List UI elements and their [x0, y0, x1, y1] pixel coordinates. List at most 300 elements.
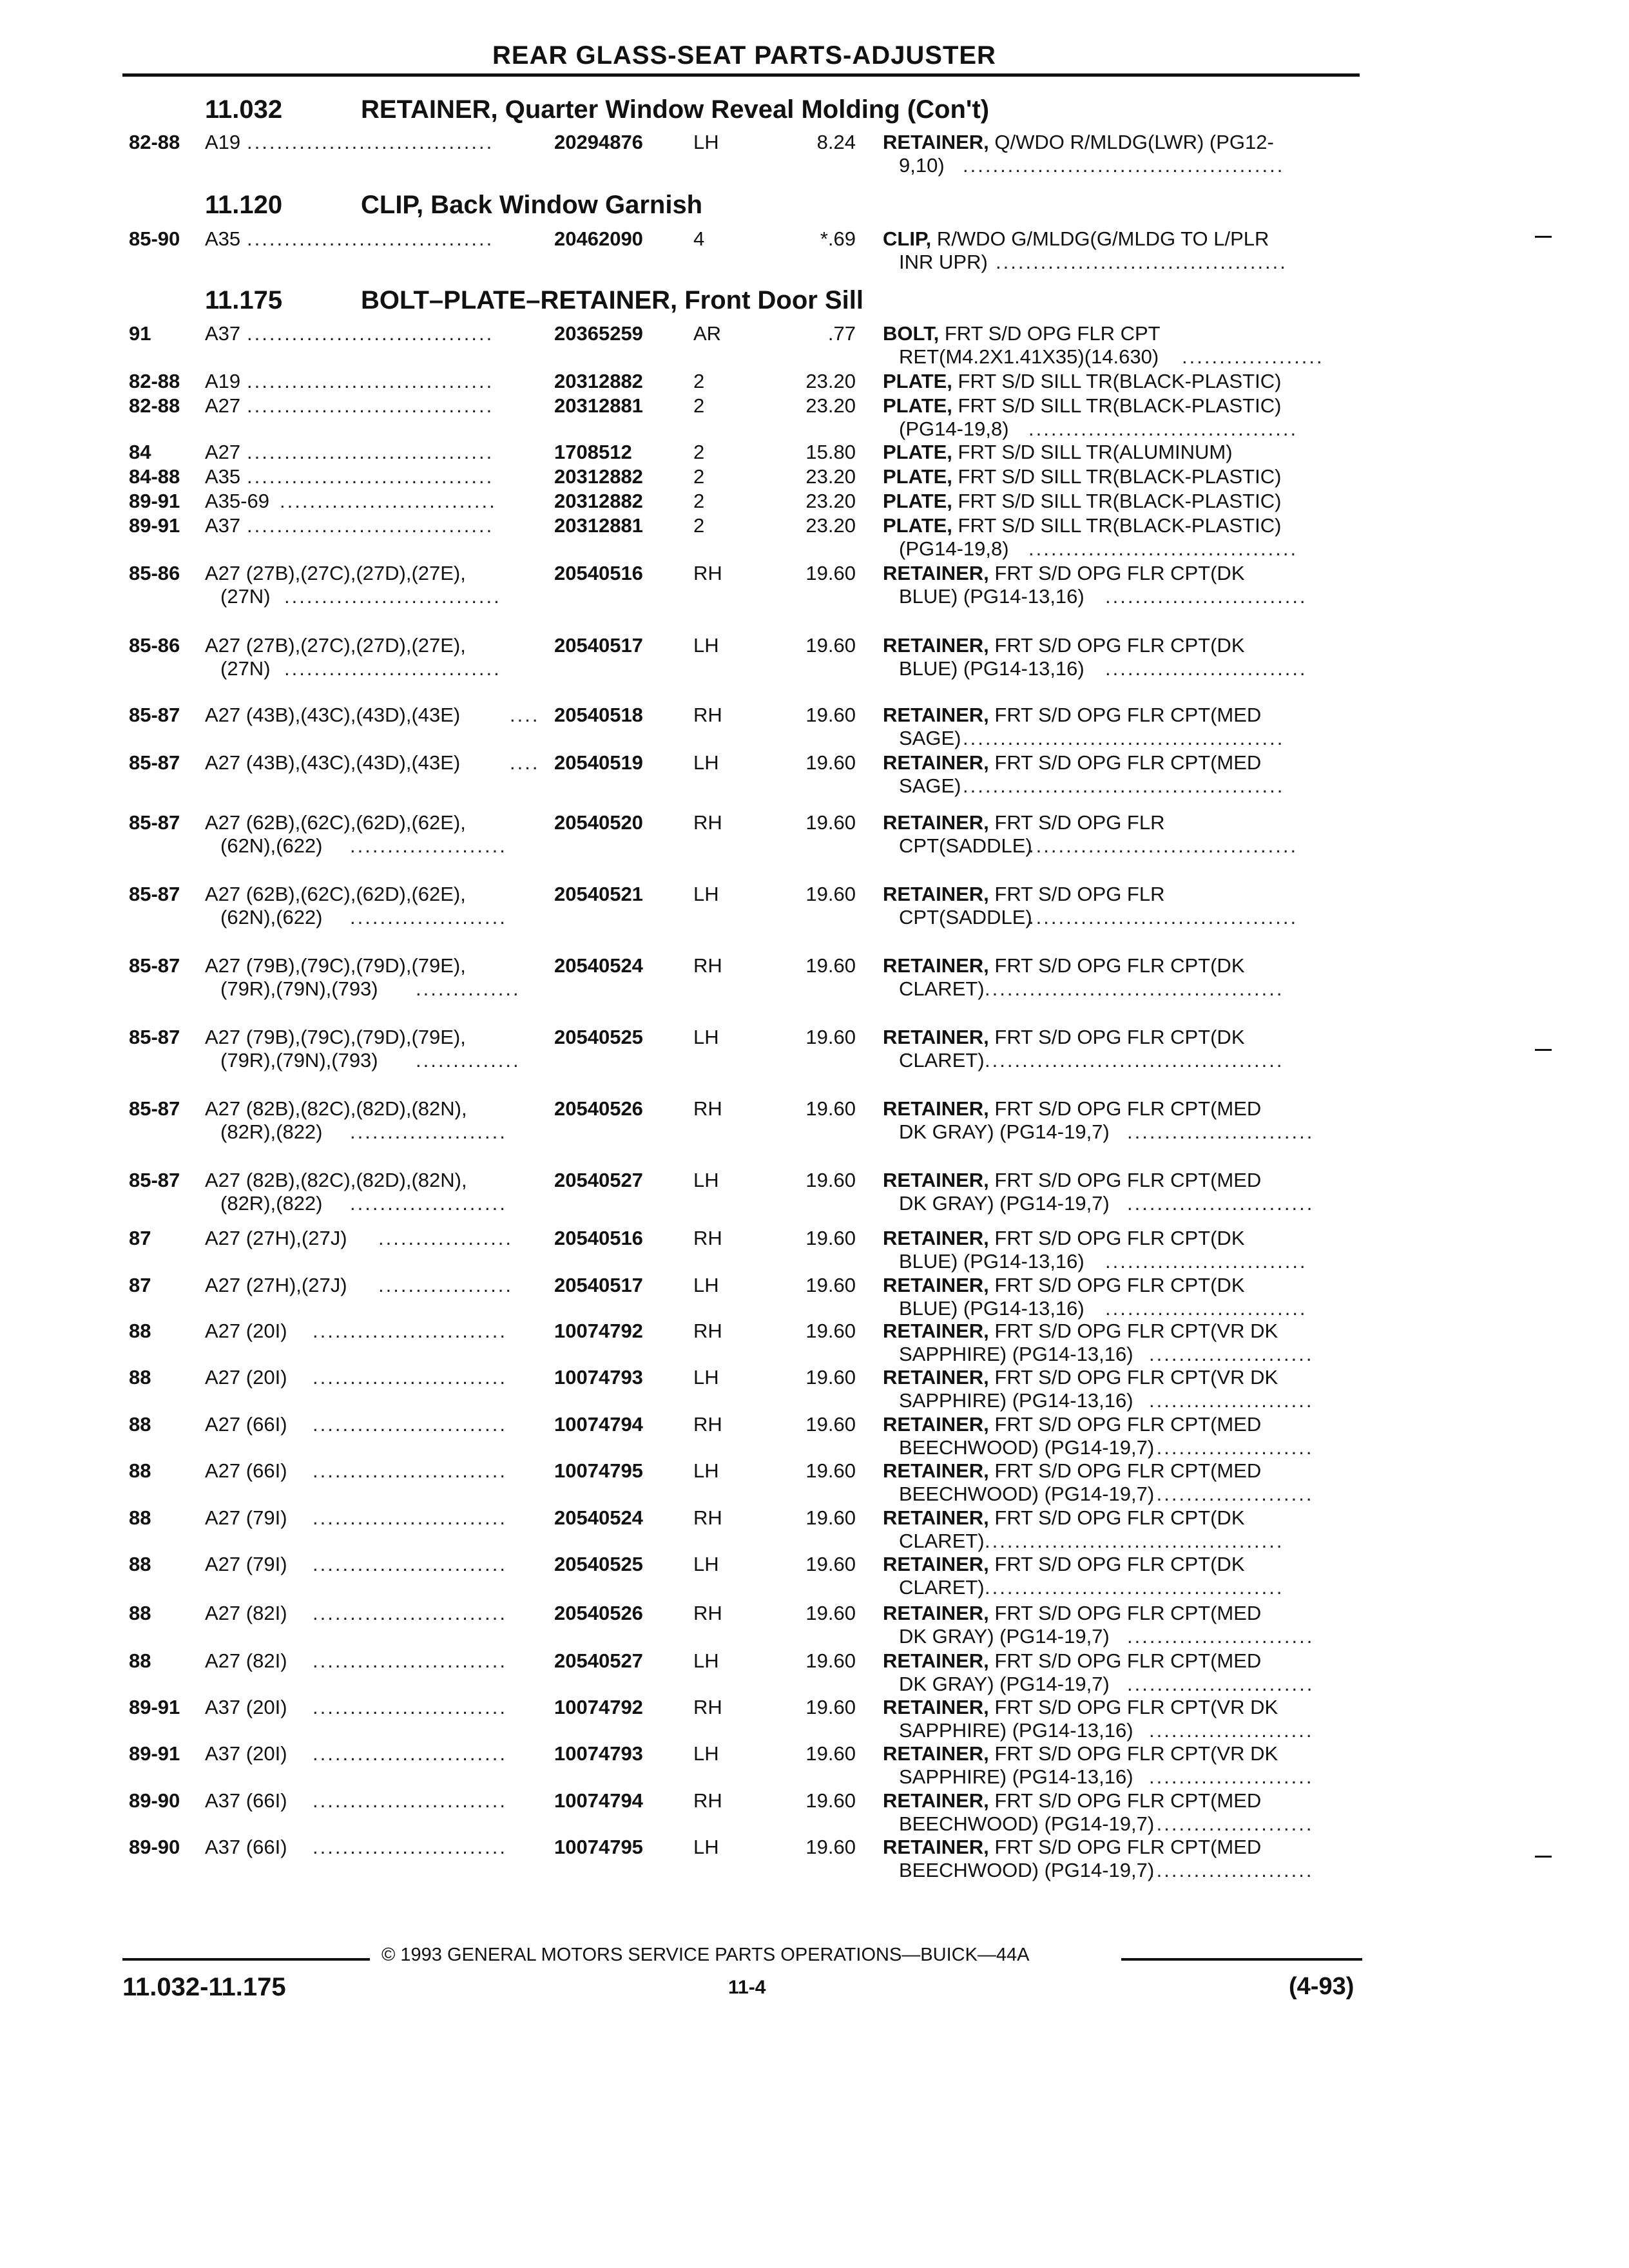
- leader-dots: ........................................: [985, 1576, 1284, 1599]
- model-code-continued: (82R),(822): [220, 1192, 323, 1215]
- table-row: [0, 1169, 1629, 1220]
- table-row: [0, 131, 1629, 182]
- quantity: RH: [693, 1320, 722, 1342]
- model-code: A19: [205, 370, 241, 392]
- description-continued: CLARET): [899, 1530, 985, 1552]
- model-code: A35-69: [205, 490, 269, 512]
- quantity: 2: [693, 514, 705, 537]
- leader-dots: ..........................: [313, 1602, 507, 1624]
- table-row: [0, 322, 1629, 374]
- description: RETAINER, FRT S/D OPG FLR CPT(DK: [883, 634, 1245, 657]
- margin-tick: [1535, 1049, 1552, 1051]
- leader-dots: ..........................: [313, 1553, 507, 1575]
- leader-dots: .............................: [280, 490, 497, 512]
- model-code: A27 (62B),(62C),(62D),(62E),: [205, 883, 466, 905]
- description: RETAINER, Q/WDO R/MLDG(LWR) (PG12-: [883, 131, 1274, 153]
- quantity: RH: [693, 704, 722, 726]
- quantity: RH: [693, 1696, 722, 1718]
- model-code: A27 (79I): [205, 1553, 287, 1575]
- description-continued: CPT(SADDLE): [899, 834, 1032, 857]
- group-heading: [205, 95, 989, 124]
- description-keyword: RETAINER,: [883, 1553, 989, 1575]
- year-range: 89-91: [129, 1742, 180, 1765]
- description-continued: DK GRAY) (PG14-19,7): [899, 1120, 1110, 1143]
- price: 19.60: [805, 883, 856, 905]
- model-code: A37 (20I): [205, 1742, 287, 1765]
- description-continued: DK GRAY) (PG14-19,7): [899, 1192, 1110, 1215]
- part-number: 10074795: [554, 1836, 643, 1858]
- quantity: RH: [693, 1413, 722, 1436]
- part-number: 20540517: [554, 634, 643, 657]
- table-row: [0, 1742, 1629, 1794]
- description-keyword: RETAINER,: [883, 1169, 989, 1191]
- leader-dots: ...........................: [1105, 657, 1307, 680]
- quantity: 2: [693, 370, 705, 392]
- description-keyword: RETAINER,: [883, 751, 989, 774]
- leader-dots: .............................: [284, 657, 501, 680]
- description-continued: (PG14-19,8): [899, 537, 1009, 560]
- description-continued: BEECHWOOD) (PG14-19,7): [899, 1436, 1155, 1459]
- description: PLATE, FRT S/D SILL TR(BLACK-PLASTIC): [883, 394, 1282, 417]
- leader-dots: .................................: [247, 227, 494, 250]
- leader-dots: .....................: [350, 1192, 507, 1215]
- description-continued: INR UPR): [899, 251, 988, 273]
- description-continued: BEECHWOOD) (PG14-19,7): [899, 1483, 1155, 1505]
- model-code: A27: [205, 394, 241, 417]
- group-title: CLIP, Back Window Garnish: [361, 191, 703, 219]
- description-keyword: RETAINER,: [883, 1649, 989, 1672]
- quantity: LH: [693, 1366, 719, 1389]
- year-range: 88: [129, 1366, 151, 1389]
- table-row: [0, 751, 1629, 803]
- description: RETAINER, FRT S/D OPG FLR CPT(MED: [883, 1169, 1262, 1191]
- group-number: 11.175: [205, 286, 283, 314]
- description: RETAINER, FRT S/D OPG FLR CPT(VR DK: [883, 1366, 1278, 1389]
- description-keyword: BOLT,: [883, 322, 940, 345]
- year-range: 91: [129, 322, 151, 345]
- part-number: 1708512: [554, 441, 632, 463]
- price: 19.60: [805, 1459, 856, 1482]
- description: RETAINER, FRT S/D OPG FLR CPT(DK: [883, 1227, 1245, 1249]
- description: PLATE, FRT S/D SILL TR(BLACK-PLASTIC): [883, 514, 1282, 537]
- description-continued: (PG14-19,8): [899, 418, 1009, 440]
- leader-dots: .........................: [1127, 1625, 1315, 1648]
- part-number: 20540516: [554, 562, 643, 584]
- leader-dots: .................................: [247, 322, 494, 345]
- table-row: [0, 227, 1629, 279]
- leader-dots: ..........................: [313, 1413, 507, 1436]
- quantity: 2: [693, 490, 705, 512]
- description-keyword: RETAINER,: [883, 883, 989, 905]
- leader-dots: ........................................: [985, 977, 1284, 1000]
- description: RETAINER, FRT S/D OPG FLR CPT(MED: [883, 1602, 1262, 1624]
- part-number: 20294876: [554, 131, 643, 153]
- table-row: [0, 954, 1629, 1006]
- model-code: A27 (27B),(27C),(27D),(27E),: [205, 562, 466, 584]
- quantity: LH: [693, 883, 719, 905]
- description-keyword: RETAINER,: [883, 131, 989, 153]
- table-row: [0, 1649, 1629, 1701]
- leader-dots: ...........................: [1105, 1297, 1307, 1320]
- price: 23.20: [805, 370, 856, 392]
- model-code: A27 (82I): [205, 1649, 287, 1672]
- description: RETAINER, FRT S/D OPG FLR CPT(MED: [883, 1836, 1262, 1858]
- year-range: 84: [129, 441, 151, 463]
- year-range: 85-87: [129, 751, 180, 774]
- model-code: A27 (82B),(82C),(82D),(82N),: [205, 1169, 467, 1191]
- model-code: A27 (43B),(43C),(43D),(43E): [205, 704, 461, 726]
- description-continued: 9,10): [899, 154, 945, 177]
- price: 19.60: [805, 1649, 856, 1672]
- margin-tick: [1535, 236, 1552, 238]
- description: RETAINER, FRT S/D OPG FLR CPT(MED: [883, 704, 1262, 726]
- model-code: A27: [205, 441, 241, 463]
- price: 23.20: [805, 514, 856, 537]
- description-keyword: RETAINER,: [883, 1097, 989, 1120]
- description-continued: RET(M4.2X1.41X35)(14.630): [899, 345, 1159, 368]
- leader-dots: .............................: [284, 585, 501, 608]
- leader-dots: .........................: [1127, 1192, 1315, 1215]
- group-number: 11.120: [205, 191, 283, 219]
- leader-dots: ......................: [1149, 1483, 1314, 1505]
- part-number: 20312882: [554, 370, 643, 392]
- part-number: 10074793: [554, 1742, 643, 1765]
- price: *.69: [820, 227, 856, 250]
- description-keyword: RETAINER,: [883, 1459, 989, 1482]
- leader-dots: .................................: [247, 514, 494, 537]
- leader-dots: .................................: [247, 441, 494, 463]
- leader-dots: ..........................: [313, 1320, 507, 1342]
- year-range: 89-90: [129, 1836, 180, 1858]
- part-number: 20312881: [554, 394, 643, 417]
- footer-rule: [1121, 1958, 1362, 1961]
- description-keyword: RETAINER,: [883, 1742, 989, 1765]
- part-number: 20462090: [554, 227, 643, 250]
- price: 19.60: [805, 1227, 856, 1249]
- table-row: [0, 811, 1629, 863]
- price: 19.60: [805, 1506, 856, 1529]
- year-range: 85-87: [129, 883, 180, 905]
- part-number: 20540516: [554, 1227, 643, 1249]
- model-code-continued: (82R),(822): [220, 1120, 323, 1143]
- year-range: 85-87: [129, 704, 180, 726]
- quantity: RH: [693, 954, 722, 977]
- description: CLIP, R/WDO G/MLDG(G/MLDG TO L/PLR: [883, 227, 1269, 250]
- price: 19.60: [805, 751, 856, 774]
- model-code: A27 (66I): [205, 1413, 287, 1436]
- description: PLATE, FRT S/D SILL TR(BLACK-PLASTIC): [883, 465, 1282, 488]
- description: RETAINER, FRT S/D OPG FLR CPT(VR DK: [883, 1696, 1278, 1718]
- leader-dots: ...........................................: [963, 154, 1285, 177]
- leader-dots: ..................: [378, 1227, 514, 1249]
- year-range: 88: [129, 1602, 151, 1624]
- price: 23.20: [805, 465, 856, 488]
- table-row: [0, 1413, 1629, 1465]
- part-number: 20540526: [554, 1097, 643, 1120]
- description: RETAINER, FRT S/D OPG FLR CPT(DK: [883, 1026, 1245, 1048]
- model-code: A37 (66I): [205, 1836, 287, 1858]
- description: BOLT, FRT S/D OPG FLR CPT: [883, 322, 1161, 345]
- model-code: A37 (66I): [205, 1789, 287, 1812]
- description-continued: DK GRAY) (PG14-19,7): [899, 1625, 1110, 1648]
- year-range: 85-86: [129, 562, 180, 584]
- leader-dots: ....: [510, 751, 540, 774]
- part-number: 20540525: [554, 1553, 643, 1575]
- leader-dots: ........................................: [985, 1049, 1284, 1072]
- part-number: 10074792: [554, 1696, 643, 1718]
- table-row: [0, 514, 1629, 566]
- price: 19.60: [805, 1366, 856, 1389]
- table-row: [0, 1026, 1629, 1077]
- part-number: 20540521: [554, 883, 643, 905]
- model-code: A37 (20I): [205, 1696, 287, 1718]
- part-number: 20540524: [554, 954, 643, 977]
- quantity: LH: [693, 1026, 719, 1048]
- price: 19.60: [805, 1696, 856, 1718]
- description-keyword: RETAINER,: [883, 1836, 989, 1858]
- description: PLATE, FRT S/D SILL TR(ALUMINUM): [883, 441, 1233, 463]
- quantity: 4: [693, 227, 705, 250]
- year-range: 85-87: [129, 1169, 180, 1191]
- price: 19.60: [805, 811, 856, 834]
- price: 19.60: [805, 1320, 856, 1342]
- price: 19.60: [805, 634, 856, 657]
- price: 19.60: [805, 1789, 856, 1812]
- description-keyword: RETAINER,: [883, 1506, 989, 1529]
- leader-dots: .........................: [1127, 1673, 1315, 1695]
- part-number: 20312881: [554, 514, 643, 537]
- description-keyword: RETAINER,: [883, 1366, 989, 1389]
- price: 19.60: [805, 1169, 856, 1191]
- leader-dots: ......................: [1149, 1436, 1314, 1459]
- description-continued: BLUE) (PG14-13,16): [899, 1250, 1084, 1273]
- leader-dots: ...........................: [1105, 1250, 1307, 1273]
- model-code: A19: [205, 131, 241, 153]
- table-row: [0, 1366, 1629, 1418]
- description-keyword: PLATE,: [883, 394, 952, 417]
- quantity: LH: [693, 634, 719, 657]
- part-number: 20540527: [554, 1649, 643, 1672]
- leader-dots: ..........................: [313, 1789, 507, 1812]
- leader-dots: ....................................: [1028, 834, 1298, 857]
- leader-dots: ......................: [1149, 1719, 1314, 1742]
- year-range: 85-86: [129, 634, 180, 657]
- price: 19.60: [805, 1097, 856, 1120]
- year-range: 88: [129, 1320, 151, 1342]
- table-row: [0, 883, 1629, 934]
- description-keyword: RETAINER,: [883, 1026, 989, 1048]
- quantity: RH: [693, 1602, 722, 1624]
- description-continued: SAPPHIRE) (PG14-13,16): [899, 1343, 1133, 1365]
- year-range: 85-87: [129, 1026, 180, 1048]
- description-keyword: PLATE,: [883, 490, 952, 512]
- quantity: RH: [693, 1097, 722, 1120]
- model-code: A27 (82I): [205, 1602, 287, 1624]
- model-code: A27 (79I): [205, 1506, 287, 1529]
- description: RETAINER, FRT S/D OPG FLR: [883, 883, 1165, 905]
- description-keyword: PLATE,: [883, 441, 952, 463]
- group-number: 11.032: [205, 95, 283, 124]
- year-range: 85-87: [129, 954, 180, 977]
- price: 19.60: [805, 1274, 856, 1296]
- leader-dots: ...................: [1182, 345, 1324, 368]
- leader-dots: .........................: [1127, 1120, 1315, 1143]
- footer-rule: [122, 1958, 370, 1961]
- year-range: 87: [129, 1274, 151, 1296]
- leader-dots: ...........................: [1105, 585, 1307, 608]
- price: 19.60: [805, 1026, 856, 1048]
- price: 19.60: [805, 1413, 856, 1436]
- footer-section-range: 11.032-11.175: [122, 1973, 286, 2001]
- table-row: [0, 1097, 1629, 1149]
- price: 19.60: [805, 562, 856, 584]
- leader-dots: ....................................: [1028, 537, 1298, 560]
- page-title: REAR GLASS-SEAT PARTS-ADJUSTER: [492, 41, 996, 70]
- leader-dots: ......................: [1149, 1389, 1314, 1412]
- year-range: 88: [129, 1459, 151, 1482]
- year-range: 89-91: [129, 1696, 180, 1718]
- leader-dots: ..........................: [313, 1649, 507, 1672]
- part-number: 10074794: [554, 1413, 643, 1436]
- leader-dots: ..........................: [313, 1459, 507, 1482]
- table-row: [0, 1459, 1629, 1511]
- leader-dots: .......................................: [996, 251, 1287, 273]
- leader-dots: .................................: [247, 465, 494, 488]
- description: PLATE, FRT S/D SILL TR(BLACK-PLASTIC): [883, 370, 1282, 392]
- description: RETAINER, FRT S/D OPG FLR CPT(MED: [883, 1459, 1262, 1482]
- quantity: LH: [693, 1169, 719, 1191]
- part-number: 20312882: [554, 490, 643, 512]
- year-range: 88: [129, 1506, 151, 1529]
- table-row: [0, 1696, 1629, 1747]
- leader-dots: ..........................: [313, 1836, 507, 1858]
- description-continued: BLUE) (PG14-13,16): [899, 657, 1084, 680]
- description-continued: BLUE) (PG14-13,16): [899, 585, 1084, 608]
- description-continued: CLARET): [899, 1049, 985, 1072]
- model-code-continued: (79R),(79N),(793): [220, 1049, 378, 1072]
- part-number: 20540519: [554, 751, 643, 774]
- part-number: 20540518: [554, 704, 643, 726]
- leader-dots: ...........................................: [963, 727, 1285, 749]
- part-number: 20540517: [554, 1274, 643, 1296]
- quantity: LH: [693, 131, 719, 153]
- price: 23.20: [805, 394, 856, 417]
- description-keyword: RETAINER,: [883, 1227, 989, 1249]
- model-code: A27 (43B),(43C),(43D),(43E): [205, 751, 461, 774]
- description-keyword: RETAINER,: [883, 562, 989, 584]
- part-number: 20365259: [554, 322, 643, 345]
- leader-dots: ....................................: [1028, 418, 1298, 440]
- description-continued: CLARET): [899, 977, 985, 1000]
- leader-dots: .....................: [350, 834, 507, 857]
- description: RETAINER, FRT S/D OPG FLR: [883, 811, 1165, 834]
- model-code: A27 (20I): [205, 1320, 287, 1342]
- price: .77: [827, 322, 856, 345]
- table-row: [0, 394, 1629, 446]
- part-number: 20540527: [554, 1169, 643, 1191]
- description-keyword: RETAINER,: [883, 1789, 989, 1812]
- leader-dots: ......................: [1149, 1812, 1314, 1835]
- table-row: [0, 562, 1629, 613]
- year-range: 87: [129, 1227, 151, 1249]
- description-continued: CPT(SADDLE): [899, 906, 1032, 928]
- leader-dots: ..................: [378, 1274, 514, 1296]
- year-range: 88: [129, 1553, 151, 1575]
- description-continued: BEECHWOOD) (PG14-19,7): [899, 1859, 1155, 1881]
- margin-tick: [1535, 1856, 1552, 1858]
- model-code: A27 (27B),(27C),(27D),(27E),: [205, 634, 466, 657]
- leader-dots: ..........................: [313, 1506, 507, 1529]
- year-range: 82-88: [129, 370, 180, 392]
- group-heading: [205, 286, 863, 315]
- year-range: 85-90: [129, 227, 180, 250]
- year-range: 85-87: [129, 811, 180, 834]
- year-range: 82-88: [129, 394, 180, 417]
- part-number: 10074792: [554, 1320, 643, 1342]
- price: 23.20: [805, 490, 856, 512]
- quantity: 2: [693, 441, 705, 463]
- description-keyword: CLIP,: [883, 227, 932, 250]
- leader-dots: ..........................: [313, 1696, 507, 1718]
- description: RETAINER, FRT S/D OPG FLR CPT(MED: [883, 1413, 1262, 1436]
- quantity: RH: [693, 1506, 722, 1529]
- description-keyword: RETAINER,: [883, 634, 989, 657]
- description-continued: SAGE): [899, 727, 961, 749]
- description-continued: BLUE) (PG14-13,16): [899, 1297, 1084, 1320]
- description: RETAINER, FRT S/D OPG FLR CPT(VR DK: [883, 1320, 1278, 1342]
- description: RETAINER, FRT S/D OPG FLR CPT(DK: [883, 562, 1245, 584]
- description: PLATE, FRT S/D SILL TR(BLACK-PLASTIC): [883, 490, 1282, 512]
- quantity: RH: [693, 562, 722, 584]
- description-keyword: RETAINER,: [883, 1320, 989, 1342]
- model-code-continued: (27N): [220, 657, 271, 680]
- description-keyword: RETAINER,: [883, 1413, 989, 1436]
- leader-dots: ..........................: [313, 1366, 507, 1389]
- price: 19.60: [805, 1742, 856, 1765]
- table-row: [0, 1320, 1629, 1371]
- year-range: 89-91: [129, 490, 180, 512]
- table-row: [0, 1836, 1629, 1887]
- group-title: BOLT–PLATE–RETAINER, Front Door Sill: [361, 286, 863, 314]
- leader-dots: .................................: [247, 370, 494, 392]
- price: 19.60: [805, 954, 856, 977]
- price: 19.60: [805, 1602, 856, 1624]
- leader-dots: ...........................................: [963, 774, 1285, 797]
- leader-dots: .....................: [350, 1120, 507, 1143]
- description-keyword: RETAINER,: [883, 1274, 989, 1296]
- model-code: A27 (79B),(79C),(79D),(79E),: [205, 1026, 466, 1048]
- quantity: RH: [693, 1227, 722, 1249]
- table-row: [0, 704, 1629, 755]
- quantity: RH: [693, 1789, 722, 1812]
- year-range: 89-91: [129, 514, 180, 537]
- model-code: A37: [205, 514, 241, 537]
- part-number: 20540525: [554, 1026, 643, 1048]
- description-continued: SAPPHIRE) (PG14-13,16): [899, 1389, 1133, 1412]
- model-code: A37: [205, 322, 241, 345]
- leader-dots: .................................: [247, 131, 494, 153]
- price: 19.60: [805, 1553, 856, 1575]
- quantity: AR: [693, 322, 722, 345]
- description: RETAINER, FRT S/D OPG FLR CPT(MED: [883, 1649, 1262, 1672]
- part-number: 20540520: [554, 811, 643, 834]
- price: 8.24: [816, 131, 856, 153]
- leader-dots: ..........................: [313, 1742, 507, 1765]
- leader-dots: .................................: [247, 394, 494, 417]
- year-range: 89-90: [129, 1789, 180, 1812]
- quantity: LH: [693, 1274, 719, 1296]
- footer-copyright: © 1993 GENERAL MOTORS SERVICE PARTS OPERATIONS—BUICK—44A: [381, 1945, 1030, 1965]
